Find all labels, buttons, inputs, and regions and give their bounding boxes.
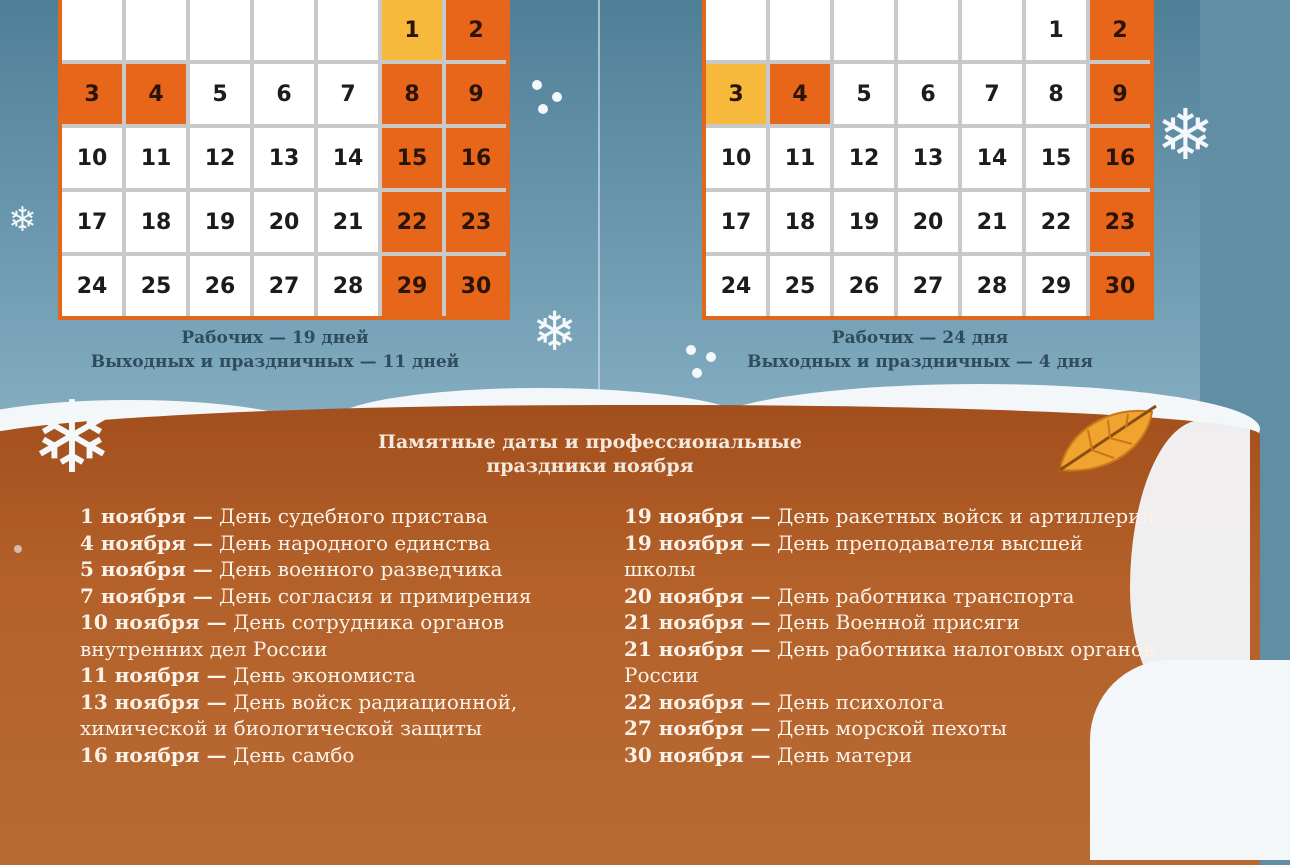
calendar-day-cell: 18 xyxy=(126,192,186,252)
calendar-day-cell: 17 xyxy=(62,192,122,252)
calendar-day-cell: 11 xyxy=(770,128,830,188)
event-date: 1 ноября — xyxy=(80,504,213,528)
calendar-day-cell xyxy=(190,0,250,60)
calendar-day-cell: 19 xyxy=(834,192,894,252)
event-item xyxy=(80,715,600,742)
calendar-right-summary xyxy=(700,326,1140,374)
calendar-left-summary xyxy=(60,326,490,374)
event-item xyxy=(624,530,1194,557)
event-name: внутренних дел России xyxy=(80,636,328,661)
calendar-day-cell: 13 xyxy=(898,128,958,188)
calendar-day-cell: 10 xyxy=(62,128,122,188)
calendar-day-cell: 2 xyxy=(446,0,506,60)
calendar-day-cell: 26 xyxy=(190,256,250,316)
event-date: 21 ноября — xyxy=(624,610,771,634)
calendar-day-cell: 4 xyxy=(126,64,186,124)
calendar-day-cell xyxy=(318,0,378,60)
event-item xyxy=(80,609,600,636)
event-name: День работника налоговых органов xyxy=(770,636,1155,661)
event-name: День народного единства xyxy=(212,530,491,555)
event-date: 13 ноября — xyxy=(80,689,227,714)
event-name: химической и биологической защиты xyxy=(80,716,482,740)
calendar-day-cell: 9 xyxy=(446,64,506,124)
event-date: 19 ноября — xyxy=(624,504,771,528)
calendar-day-cell: 1 xyxy=(382,0,442,60)
calendar-day-cell xyxy=(126,0,186,60)
snow-dot xyxy=(552,92,562,102)
event-name: День войск радиационной, xyxy=(226,689,518,714)
calendar-day-cell: 29 xyxy=(382,256,442,316)
event-date: 4 ноября — xyxy=(80,530,213,555)
calendar-day-cell xyxy=(770,0,830,60)
calendar-day-cell: 22 xyxy=(1026,192,1086,252)
snow-dot xyxy=(538,104,548,114)
event-date: 11 ноября — xyxy=(80,663,227,687)
calendar-day-cell: 16 xyxy=(1090,128,1150,188)
event-item xyxy=(80,583,600,610)
event-date: 7 ноября — xyxy=(80,583,213,608)
calendar-right xyxy=(702,0,1154,320)
event-item xyxy=(624,662,1194,689)
event-date: 10 ноября — xyxy=(80,610,227,634)
event-name: День согласия и примирения xyxy=(212,583,532,608)
event-name: День Военной присяги xyxy=(770,610,1020,634)
event-name: День военного разведчика xyxy=(212,557,503,581)
event-date: 5 ноября — xyxy=(80,557,213,581)
calendar-day-cell: 21 xyxy=(318,192,378,252)
calendar-grid xyxy=(706,0,1150,316)
calendar-day-cell: 2 xyxy=(1090,0,1150,60)
holidays-label: Выходных и праздничных — 4 дня xyxy=(747,352,1093,372)
event-date: 20 ноября — xyxy=(624,583,771,608)
snowflake-icon: ❄ xyxy=(532,300,578,363)
event-item xyxy=(80,556,600,583)
snow-dot xyxy=(532,80,542,90)
calendar-day-cell: 13 xyxy=(254,128,314,188)
calendar-day-cell: 19 xyxy=(190,192,250,252)
events-title xyxy=(330,430,850,478)
autumn-leaf-icon xyxy=(1052,400,1162,480)
calendar-day-cell: 27 xyxy=(254,256,314,316)
calendar-day-cell: 16 xyxy=(446,128,506,188)
calendar-day-cell: 1 xyxy=(1026,0,1086,60)
snow-dot xyxy=(706,352,716,362)
event-date: 16 ноября — xyxy=(80,742,227,767)
event-item xyxy=(624,609,1194,636)
event-name: День преподавателя высшей xyxy=(770,530,1084,555)
snow-dot xyxy=(686,345,696,355)
calendar-day-cell: 12 xyxy=(834,128,894,188)
calendar-day-cell: 30 xyxy=(446,256,506,316)
event-name: День самбо xyxy=(226,742,355,767)
calendar-day-cell: 15 xyxy=(382,128,442,188)
calendar-day-cell: 8 xyxy=(382,64,442,124)
event-date: 22 ноября — xyxy=(624,689,771,714)
calendar-day-cell: 3 xyxy=(62,64,122,124)
snow-dot xyxy=(14,545,22,553)
calendar-day-cell: 9 xyxy=(1090,64,1150,124)
calendar-day-cell: 29 xyxy=(1026,256,1086,316)
calendar-day-cell: 20 xyxy=(898,192,958,252)
calendar-divider xyxy=(598,0,600,390)
calendar-day-cell: 23 xyxy=(446,192,506,252)
event-name: России xyxy=(624,663,699,687)
event-date: 19 ноября — xyxy=(624,530,771,555)
snowflake-icon: ❄ xyxy=(1156,94,1215,176)
event-item xyxy=(624,715,1194,742)
event-name: школы xyxy=(624,557,696,581)
event-date: 27 ноября — xyxy=(624,716,771,740)
event-item xyxy=(624,636,1194,663)
calendar-day-cell: 6 xyxy=(898,64,958,124)
calendar-day-cell: 24 xyxy=(706,256,766,316)
event-date: 21 ноября — xyxy=(624,636,771,661)
calendar-day-cell: 5 xyxy=(190,64,250,124)
event-name: День работника транспорта xyxy=(770,583,1075,608)
calendar-day-cell: 21 xyxy=(962,192,1022,252)
events-list-left xyxy=(80,503,600,768)
event-item xyxy=(624,556,1194,583)
calendar-day-cell: 15 xyxy=(1026,128,1086,188)
event-name: День экономиста xyxy=(226,663,416,687)
calendar-day-cell: 3 xyxy=(706,64,766,124)
event-name: День сотрудника органов xyxy=(226,610,505,634)
calendar-day-cell: 26 xyxy=(834,256,894,316)
event-item xyxy=(624,503,1194,530)
calendar-day-cell xyxy=(834,0,894,60)
calendar-left xyxy=(58,0,510,320)
holidays-label: Выходных и праздничных — 11 дней xyxy=(90,352,460,372)
events-title-line: Памятные даты и профессиональные xyxy=(378,431,802,453)
calendar-day-cell xyxy=(254,0,314,60)
event-item xyxy=(80,530,600,557)
working-days-label: Рабочих — 19 дней xyxy=(181,328,369,348)
calendar-day-cell: 20 xyxy=(254,192,314,252)
calendar-day-cell: 23 xyxy=(1090,192,1150,252)
calendar-day-cell: 11 xyxy=(126,128,186,188)
calendar-day-cell: 10 xyxy=(706,128,766,188)
event-item xyxy=(624,742,1194,769)
calendar-day-cell: 7 xyxy=(318,64,378,124)
calendar-day-cell: 28 xyxy=(318,256,378,316)
calendar-day-cell: 28 xyxy=(962,256,1022,316)
calendar-day-cell: 5 xyxy=(834,64,894,124)
event-item xyxy=(80,662,600,689)
calendar-day-cell: 18 xyxy=(770,192,830,252)
event-name: День морской пехоты xyxy=(770,716,1007,740)
snowflake-icon: ❄ xyxy=(30,379,114,496)
calendar-day-cell: 4 xyxy=(770,64,830,124)
calendar-day-cell: 8 xyxy=(1026,64,1086,124)
calendar-day-cell: 30 xyxy=(1090,256,1150,316)
calendar-day-cell: 6 xyxy=(254,64,314,124)
event-name: День ракетных войск и артиллерии xyxy=(770,504,1155,528)
calendar-day-cell xyxy=(962,0,1022,60)
events-list-right xyxy=(624,503,1194,768)
snowflake-icon: ❄ xyxy=(8,200,37,240)
event-name: День судебного пристава xyxy=(212,504,488,528)
calendar-day-cell: 17 xyxy=(706,192,766,252)
working-days-label: Рабочих — 24 дня xyxy=(831,328,1009,348)
calendar-day-cell: 25 xyxy=(770,256,830,316)
calendar-day-cell: 12 xyxy=(190,128,250,188)
event-name: День психолога xyxy=(770,689,944,714)
calendar-day-cell: 27 xyxy=(898,256,958,316)
events-title-line: праздники ноября xyxy=(486,455,694,477)
event-item xyxy=(80,742,600,769)
event-item xyxy=(80,636,600,663)
calendar-day-cell xyxy=(898,0,958,60)
event-item xyxy=(80,503,600,530)
snow-dot xyxy=(692,368,702,378)
event-item xyxy=(80,689,600,716)
calendar-day-cell: 7 xyxy=(962,64,1022,124)
calendar-day-cell: 24 xyxy=(62,256,122,316)
event-date: 30 ноября — xyxy=(624,742,771,767)
event-item xyxy=(624,689,1194,716)
event-name: День матери xyxy=(770,742,913,767)
calendar-day-cell xyxy=(62,0,122,60)
event-item xyxy=(624,583,1194,610)
calendar-day-cell: 14 xyxy=(318,128,378,188)
calendar-day-cell: 25 xyxy=(126,256,186,316)
calendar-day-cell xyxy=(706,0,766,60)
calendar-grid xyxy=(62,0,506,316)
calendar-day-cell: 22 xyxy=(382,192,442,252)
calendar-day-cell: 14 xyxy=(962,128,1022,188)
